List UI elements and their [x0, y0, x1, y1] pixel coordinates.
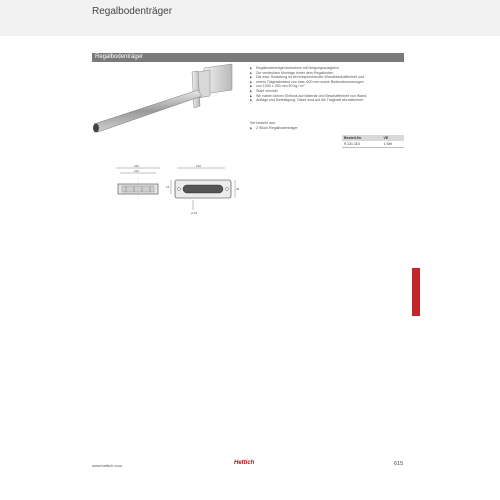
column-header: VE	[382, 135, 405, 141]
technical-drawing-front	[165, 164, 245, 220]
feature-item-continuation: ▶ Auflage und Befestigung. Diese sind auf die Tragkraft abzustimmen.	[250, 98, 410, 103]
feature-item: ▶ Zur verdeckten Montage hinter dem Regalboden	[250, 71, 410, 76]
dim-diameter: ø 20	[191, 211, 198, 215]
dim-top-outer: 230	[134, 164, 140, 168]
feature-list	[250, 66, 410, 103]
shelf-support-image	[86, 62, 246, 152]
packaging-unit: 1 Set	[382, 141, 405, 148]
chapter-tab	[412, 268, 420, 316]
dim-right-width: 160	[196, 164, 202, 168]
feature-item: ▶ Stahl verzinkt	[250, 89, 410, 94]
feature-item: ▶ Die max. Belastung ist bei entsprechender Wandbeschaffenheit und	[250, 75, 410, 80]
page-title: Regalbodenträger	[92, 6, 173, 17]
set-item	[250, 126, 298, 130]
dim-right-height: 36	[236, 187, 240, 191]
column-header: Bestell-Nr.	[342, 135, 382, 141]
feature-item: ▶ Wir haben keinen Einfluss auf Material und Beschaffenheit von Wand,	[250, 94, 410, 99]
order-table	[342, 135, 404, 148]
section-title: Regalbodenträger	[95, 54, 144, 60]
order-number: 9 131 110	[342, 141, 382, 148]
section-bar	[92, 53, 404, 62]
table-row	[342, 141, 404, 148]
feature-item: ▶ Regalbodenträger/aufnahme mit Neigungsausgleich	[250, 66, 410, 71]
technical-drawing-side	[110, 164, 165, 206]
bullet-arrow-icon: ▶	[250, 126, 253, 130]
hettich-logo: Hettich	[234, 460, 255, 466]
feature-item-continuation: ▶ einem Trägerabstand von max. 600 mm sowie Bodenabmessungen	[250, 80, 410, 85]
footer-url: www.hettich.com	[92, 463, 123, 468]
dim-small: 15	[166, 185, 170, 189]
page-number: 615	[394, 461, 404, 467]
feature-item-continuation: ▶ von 1000 x 250 mm 50 kg / m²	[250, 84, 410, 89]
page-header	[0, 0, 500, 36]
dim-top-inner: 210	[134, 169, 140, 173]
set-label: Set besteht aus:	[250, 121, 276, 125]
set-item-text: 2 Stück Regalbodenträger	[256, 126, 298, 130]
